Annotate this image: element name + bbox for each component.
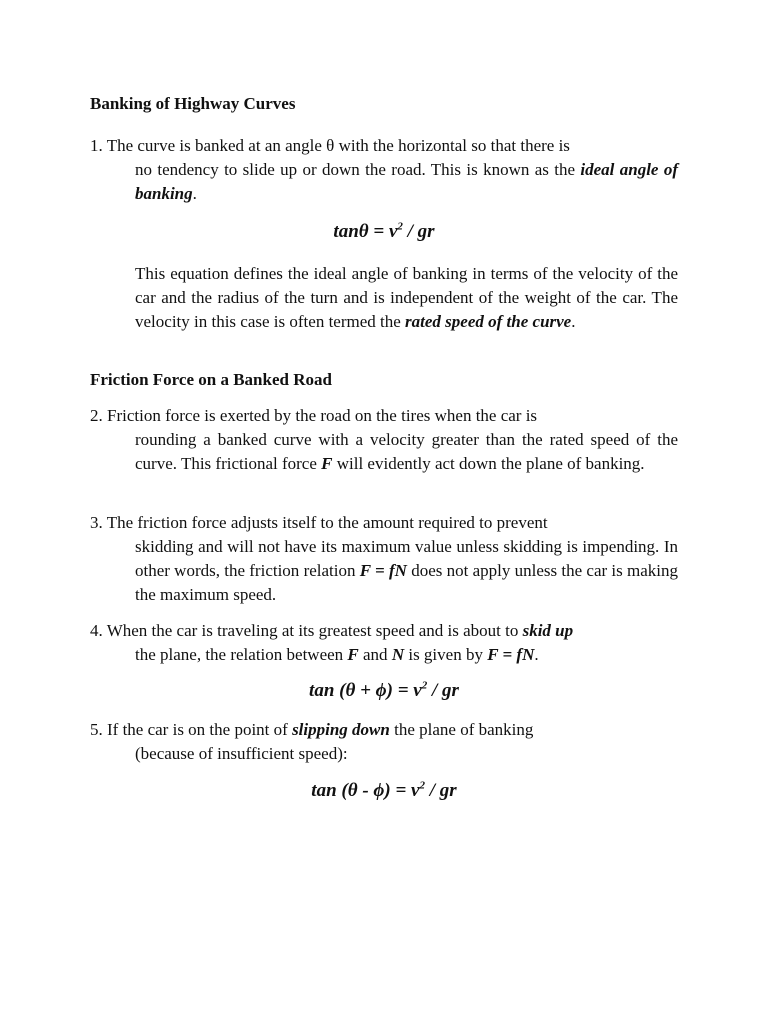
equation-1-exponent: 2 (397, 220, 403, 233)
equation-3-lhs: tan (θ - ϕ) = v (311, 780, 420, 801)
equation-3-exponent: 2 (419, 779, 425, 792)
equation-slip-down (0, 780, 768, 802)
paragraph-1-text: This equation defines the ideal angle of banking in terms of the velocity of the car and the radius of the turn and is independent of the weight of the car. The velocity in this case is often termed the (135, 264, 678, 331)
list-item-1 (90, 134, 678, 206)
list-item-2-text-a: rounding a banked curve with a velocity greater than the rated speed of the curve. This frictional force (135, 430, 678, 473)
equation-skid-up (0, 680, 768, 702)
list-item-5-continuation: (because of insufficient speed): (135, 744, 348, 763)
equation-ideal-banking (0, 221, 768, 243)
list-item-1-continuation (135, 158, 678, 206)
list-item-4-text-b: the plane, the relation between (135, 645, 344, 664)
list-item-3-text-b: does not apply unless the car is making the maximum speed. (135, 561, 679, 604)
list-item-1-first-line: 1. The curve is banked at an angle θ with the horizontal so that there is (90, 136, 570, 155)
list-item-2-continuation (135, 428, 678, 476)
list-item-4-text-c: is given by (408, 645, 483, 664)
list-item-1-text: no tendency to slide up or down the road. This is known as the (135, 160, 576, 179)
list-item-5-text-b: the plane of banking (394, 720, 534, 739)
term-rated-speed: rated speed of the curve (405, 312, 572, 331)
equation-2-rhs: / gr (427, 680, 459, 701)
list-item-4-continuation (135, 643, 678, 667)
list-item-4-text-a: 4. When the car is traveling at its greatest speed and is about to (90, 621, 519, 640)
equation-2-exponent: 2 (421, 679, 428, 692)
equation-3-rhs: / gr (425, 780, 457, 801)
friction-relation: F = fN (359, 561, 407, 580)
list-item-3 (90, 511, 678, 607)
list-item-4-period: . (534, 645, 539, 664)
list-item-3-first-line: 3. The friction force adjusts itself to the amount required to prevent (90, 513, 548, 532)
list-item-2 (90, 404, 678, 476)
section-heading-friction: Friction Force on a Banked Road (90, 370, 332, 389)
equation-1-rhs: / gr (402, 221, 435, 242)
variable-f: F (347, 645, 359, 664)
list-item-3-continuation (135, 535, 678, 607)
equation-2-lhs: tan (θ + ϕ) = v (309, 680, 422, 701)
section-heading-banking: Banking of Highway Curves (90, 94, 296, 113)
list-item-2-text-b: will evidently act down the plane of banking. (336, 454, 645, 473)
paragraph-ideal-angle-explanation (135, 262, 678, 334)
term-ideal-angle-of-banking: ideal angle of banking (135, 160, 678, 203)
list-item-4-first-line (90, 619, 678, 643)
list-item-3-text-a: skidding and will not have its maximum value unless skidding is impending. In other words, the friction relation (135, 537, 678, 580)
term-skid-up: skid up (522, 621, 574, 640)
list-item-4 (90, 619, 678, 667)
variable-n: N (391, 645, 405, 664)
list-item-5-text-a: 5. If the car is on the point of (90, 720, 288, 739)
term-slipping-down: slipping down (292, 720, 390, 739)
equation-1-lhs: tanθ = v (333, 221, 398, 242)
list-item-1-period: . (192, 184, 197, 203)
paragraph-1-period: . (571, 312, 576, 331)
variable-f: F (321, 454, 333, 473)
list-item-4-and: and (363, 645, 388, 664)
friction-relation: F = fN (487, 645, 535, 664)
list-item-5-first-line (90, 718, 678, 742)
list-item-5 (90, 718, 678, 766)
list-item-2-first-line: 2. Friction force is exerted by the road on the tires when the car is (90, 406, 538, 425)
